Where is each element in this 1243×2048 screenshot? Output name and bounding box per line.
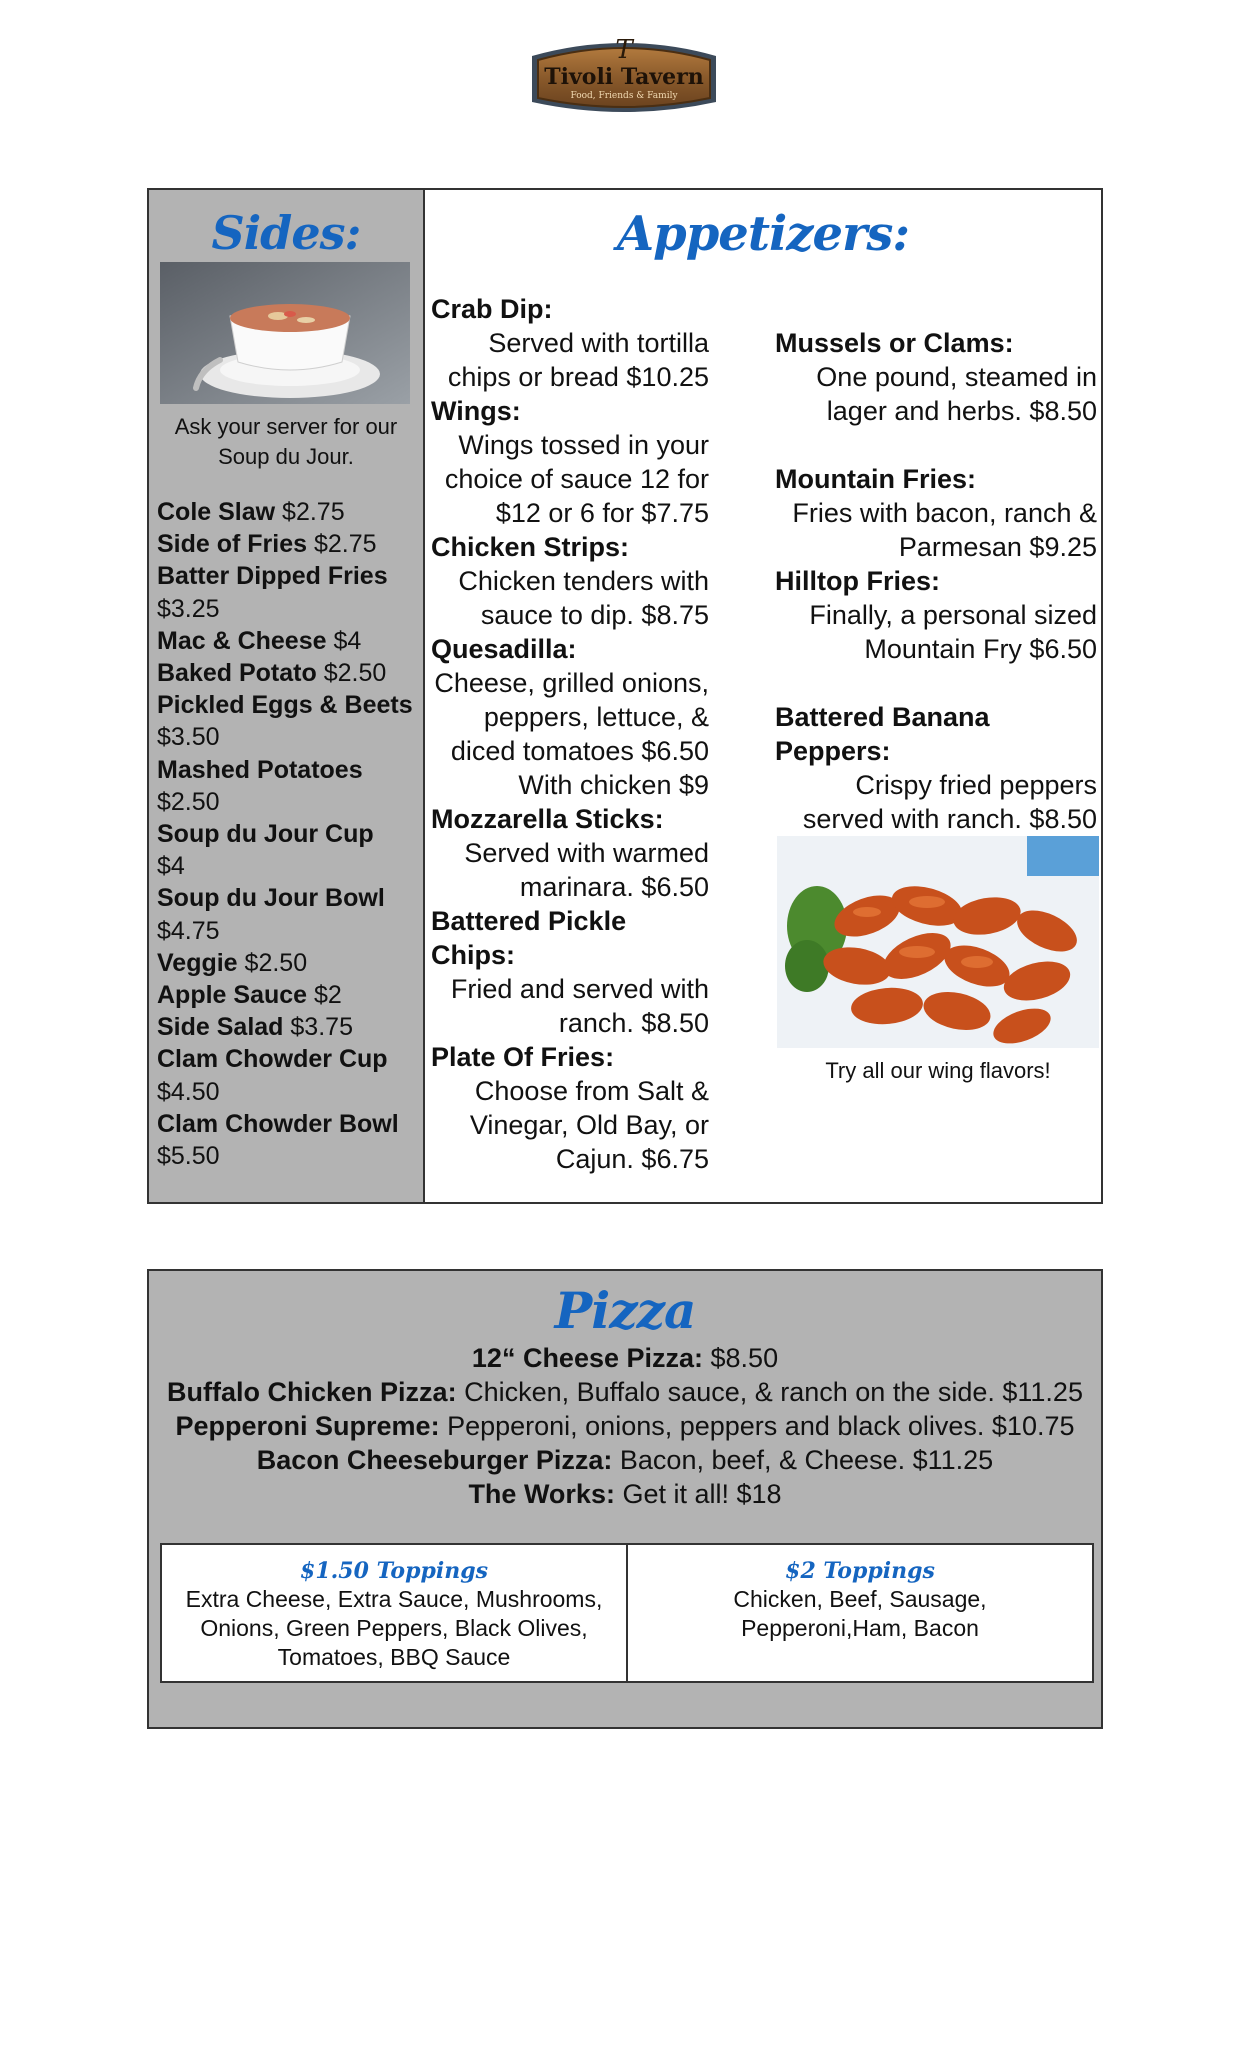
wings-caption: Try all our wing flavors! [825,1058,1051,1083]
appetizer-desc: Finally, a personal sized Mountain Fry $6.50 [809,600,1097,664]
pizza-item: Bacon Cheeseburger Pizza: Bacon, beef, & Cheese. $11.25 [256,1445,994,1475]
soup-photo [160,262,410,404]
pizza-item: 12“ Cheese Pizza: $8.50 [471,1343,779,1373]
appetizer-desc: Fries with bacon, ranch & Parmesan $9.25 [792,498,1097,562]
appetizer-desc: Crispy fried peppers served with ranch. $8.50 [802,770,1097,834]
logo-name: Tivoli Tavern [544,64,704,90]
list-item: Cole Slaw $2.75 [157,498,345,526]
toppings-cell-2 [626,1545,1092,1681]
appetizer-name: Quesadilla: [431,634,577,664]
appetizer-name: Plate Of Fries: [431,1042,615,1072]
list-item: Clam Chowder Bowl $5.50 [157,1109,399,1171]
toppings-table [160,1543,1094,1683]
list-item: Side of Fries $2.75 [157,530,377,559]
appetizer-desc: One pound, steamed in lager and herbs. $8.50 [816,362,1097,426]
appetizers-column [425,190,1101,1202]
appetizers-left-list [431,292,709,1176]
appetizers-heading: Appetizers: [616,206,910,262]
sides-list [157,496,419,1172]
soup-caption: Ask your server for our Soup du Jour. [174,414,398,469]
list-item: Pickled Eggs & Beets $3.50 [157,691,413,752]
toppings-text: Extra Cheese, Extra Sauce, Mushrooms, Onions, Green Peppers, Black Olives, Tomatoes, BBQ Sauce [185,1586,603,1670]
list-item: Side Salad $3.75 [157,1013,353,1042]
list-item: Veggie $2.50 [157,948,308,977]
toppings-text: Chicken, Beef, Sausage, Pepperoni,Ham, Bacon [733,1586,987,1641]
list-item: Apple Sauce $2 [157,981,342,1010]
appetizer-name: Crab Dip: [431,294,553,324]
appetizer-desc: Chicken tenders with sauce to dip. $8.75 [458,566,709,630]
appetizer-desc: Served with warmed marinara. $6.50 [464,838,709,902]
wings-photo [777,836,1099,1048]
pizza-box [147,1269,1103,1729]
toppings-cell-150 [162,1545,626,1681]
sides-heading: Sides: [211,206,361,260]
appetizer-desc: Fried and served with ranch. $8.50 [450,974,709,1038]
pizza-heading: Pizza [554,1281,696,1340]
appetizer-name: Mountain Fries: [775,464,976,494]
list-item: Batter Dipped Fries $3.25 [157,562,388,623]
appetizer-extra: With chicken $9 [518,770,709,800]
appetizer-name: Chicken Strips: [431,532,630,562]
pizza-list [149,1341,1101,1511]
appetizer-name: Mozzarella Sticks: [431,804,664,834]
sides-column [149,190,425,1202]
list-item: Baked Potato $2.50 [157,659,387,688]
toppings-heading: $1.50 Toppings [300,1558,488,1584]
appetizer-name: Battered Pickle Chips: [431,906,627,970]
sides-appetizers-table [147,188,1103,1204]
tivoli-tavern-logo [518,18,730,128]
list-item: Mac & Cheese $4 [157,626,362,655]
pizza-item: The Works: Get it all! $18 [468,1479,782,1509]
toppings-heading: $2 Toppings [785,1558,935,1584]
appetizers-right-list [775,326,1097,836]
list-item: Clam Chowder Cup $4.50 [157,1045,388,1106]
appetizer-name: Hilltop Fries: [775,566,941,596]
appetizer-name: Mussels or Clams: [775,328,1014,358]
appetizer-name: Battered Banana Peppers: [775,702,990,766]
logo-tagline: Food, Friends & Family [570,91,678,101]
list-item: Soup du Jour Cup $4 [157,820,374,881]
list-item: Mashed Potatoes $2.50 [157,755,363,816]
logo-monogram: T [615,35,633,65]
appetizer-desc: Wings tossed in your choice of sauce 12 for $12 or 6 for $7.75 [444,430,709,528]
list-item: Soup du Jour Bowl $4.75 [157,884,385,945]
appetizer-desc: Choose from Salt & Vinegar, Old Bay, or Cajun. $6.75 [469,1076,709,1174]
pizza-item: Buffalo Chicken Pizza: Chicken, Buffalo sauce, & ranch on the side. $11.25 [167,1377,1083,1407]
appetizer-desc: Served with tortilla chips or bread $10.25 [447,328,709,392]
appetizer-desc: Cheese, grilled onions, peppers, lettuce, & diced tomatoes $6.50 [434,668,709,766]
pizza-item: Pepperoni Supreme: Pepperoni, onions, peppers and black olives. $10.75 [175,1411,1075,1441]
appetizer-name: Wings: [431,396,521,426]
